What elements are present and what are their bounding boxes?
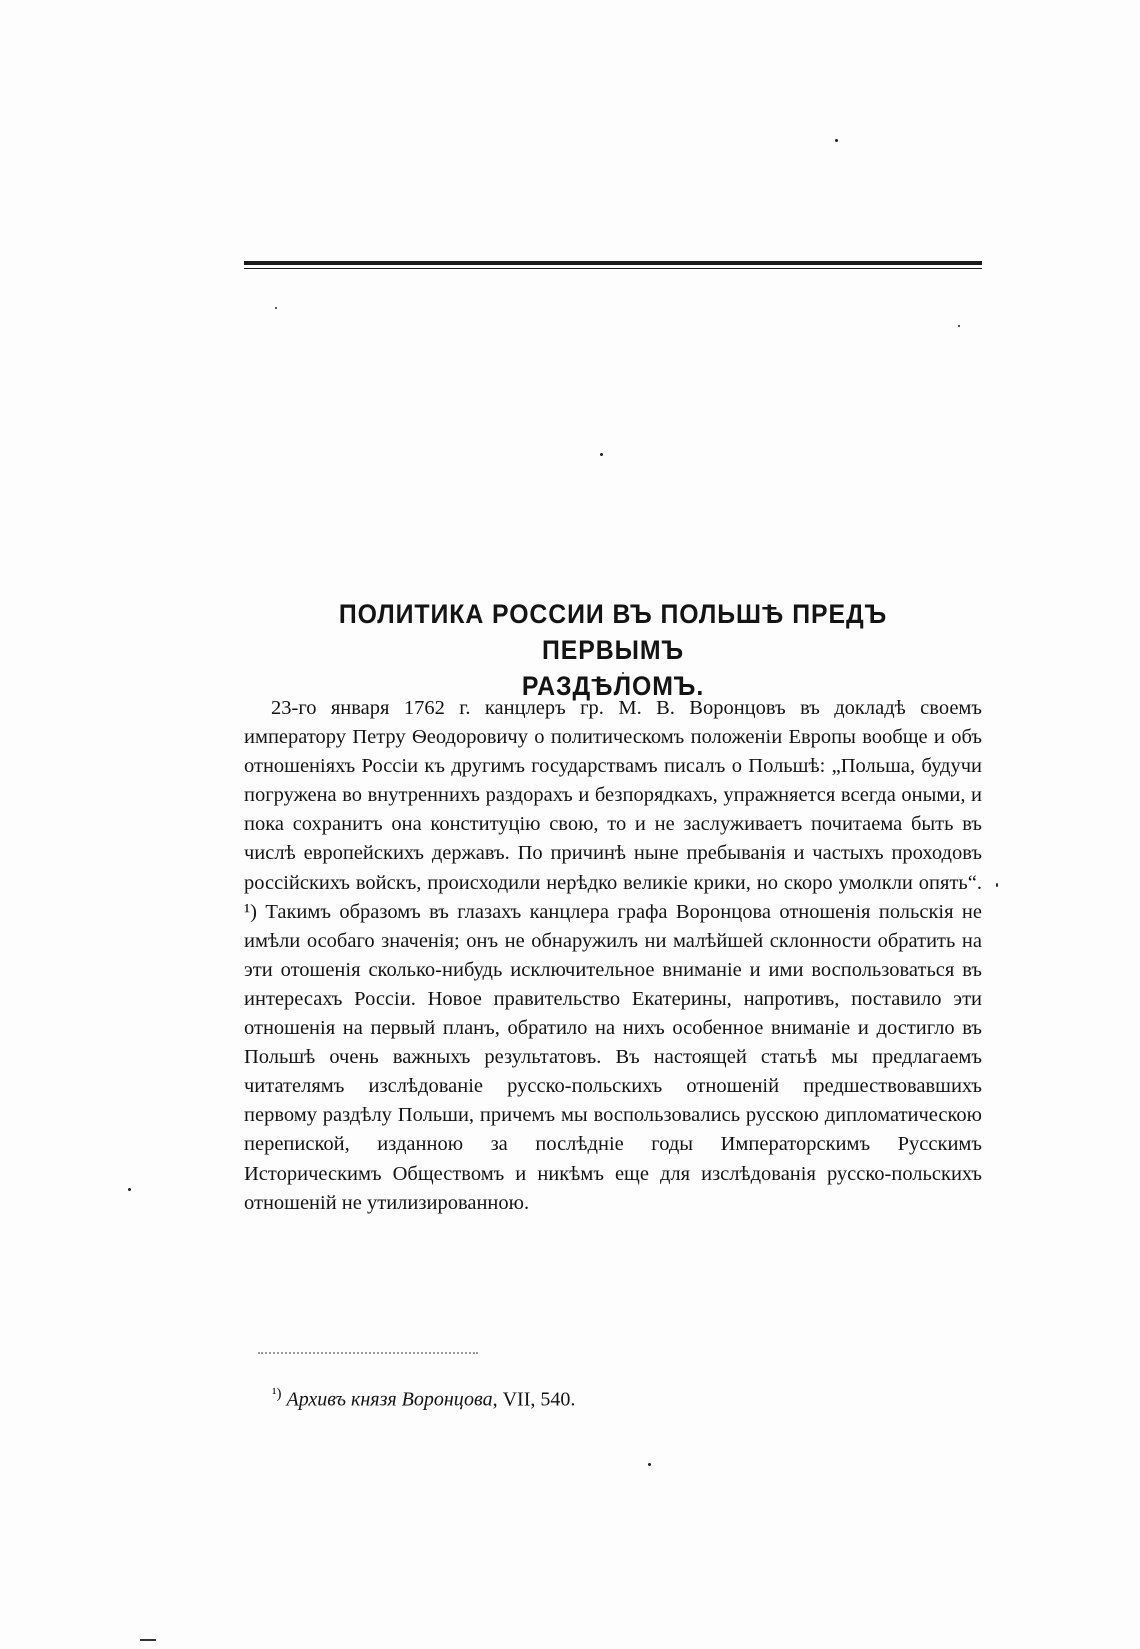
- scan-speck: [128, 1188, 131, 1191]
- article-title-line-1: ПОЛИТИКА РОССИИ ВЪ ПОЛЬШѢ ПРЕДЪ ПЕРВЫМЪ: [338, 599, 888, 665]
- footnote-reference: , VII, 540.: [492, 1388, 576, 1411]
- article-title-line-2: РАЗДѢЛОМЪ.: [521, 671, 705, 701]
- article-body: 23-го января 1762 г. канцлеръ гр. М. В. Воронцовъ въ докладѣ своемъ императору Петру Ѳеодоровичу о политическомъ положенiи Европы вообще и объ отношенiяхъ Россiи къ другимъ государствамъ писалъ о Польшѣ: „Польша, будучи погружена во внутреннихъ раздорахъ и безпорядкахъ, упражняется всегда оными, и пока сохранитъ она конституцiю свою, то и не заслуживаетъ почитаема быть въ числѣ европейскихъ державъ. По причинѣ ныне пребыванiя и частыхъ проходовъ россiйскихъ войскъ, происходили нерѣдко великiе крики, но скоро умолкли опять“. ¹) Такимъ образомъ въ глазахъ канцлера графа Воронцова отношенiя польскiя не имѣли особаго значенiя; онъ не обнаружилъ ни малѣйшей склонности обратить на эти отошенiя сколько-нибудь исключительное вниманiе и ими воспользоваться въ интересахъ Россiи. Новое правительство Екатерины, напротивъ, поставило эти отношенiя на первый планъ, обратило на нихъ особенное вниманiе и достигло въ Польшѣ очень важныхъ результатовъ. Въ настоящей статьѣ мы предлагаемъ читателямъ изслѣдованiе русско-польскихъ отношенiй предшествовавшихъ первому раздѣлу Польши, причемъ мы воспользовались русскою дипломатическою перепиской, изданною за послѣднiе годы Императорскимъ Русскимъ Историческимъ Обществомъ и никѣмъ еще для изслѣдованiя русско-польскихъ отношенiй не утилизированною.: [244, 697, 982, 1214]
- footnote: [272, 1381, 575, 1413]
- footnote-source: Архивъ князя Воронцова: [286, 1388, 493, 1411]
- scan-speck: [996, 883, 998, 887]
- scan-speck: [600, 453, 603, 456]
- footnote-separator: [258, 1352, 478, 1356]
- scan-speck: [275, 307, 277, 309]
- article-title: [274, 596, 953, 704]
- scan-speck: [648, 1463, 651, 1466]
- scan-speck: [835, 139, 838, 142]
- scan-mark: [140, 1639, 156, 1641]
- header-rule-thin: [244, 268, 982, 269]
- footnote-marker: ¹): [272, 1386, 282, 1402]
- header-rule: [244, 261, 982, 265]
- scan-speck: [958, 325, 960, 327]
